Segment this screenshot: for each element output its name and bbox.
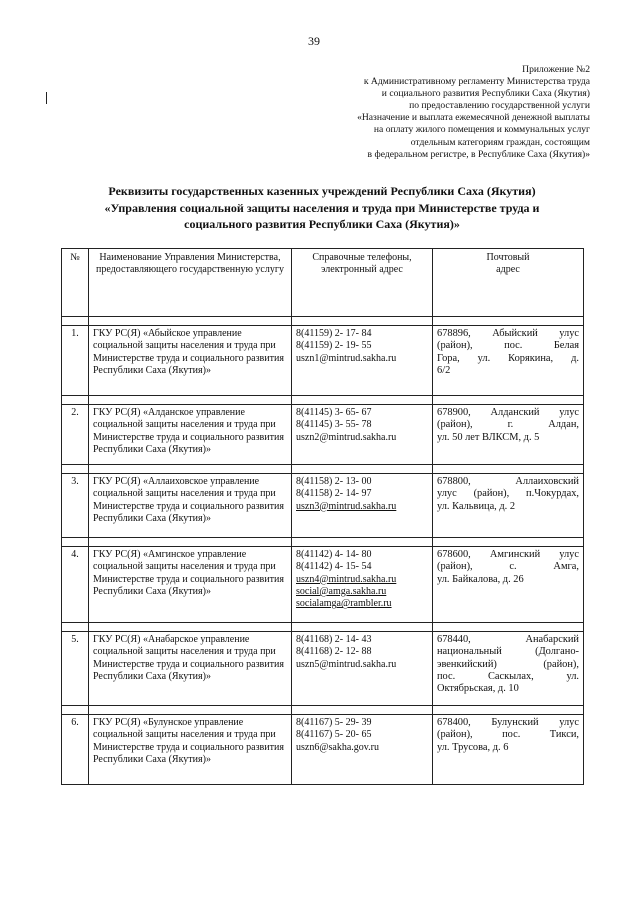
title-line: Реквизиты государственных казенных учреждений Республики Саха (Якутия) bbox=[108, 184, 536, 198]
table-spacer-row bbox=[62, 623, 584, 632]
table-spacer-cell bbox=[292, 538, 433, 547]
postal-address bbox=[433, 405, 584, 465]
address-line: улус (район), п.Чокурдах, bbox=[437, 488, 579, 500]
table-spacer-cell bbox=[89, 396, 292, 405]
header-phones-text: Справочные телефоны, электронный адрес bbox=[312, 252, 412, 276]
table-spacer-row bbox=[62, 317, 584, 326]
address-line: 678800, Аллаиховский bbox=[437, 476, 579, 487]
header-address-text: Почтовый адрес bbox=[486, 252, 530, 276]
postal-address bbox=[433, 474, 584, 538]
table-spacer-cell bbox=[292, 396, 433, 405]
appendix-line: на оплату жилого помещения и коммунальных услуг bbox=[373, 124, 590, 136]
postal-address bbox=[433, 632, 584, 706]
table-spacer-cell bbox=[62, 706, 89, 715]
phone-number: 8(41168) 2- 12- 88 bbox=[296, 646, 372, 658]
header-address bbox=[433, 249, 584, 317]
institution-name: ГКУ РС(Я) «Аллаиховское управление социальной защиты населения и труда при Министерстве труда и социального развития Республики Саха (Якутия)» bbox=[89, 474, 292, 538]
address-line: ул. Трусова, д. 6 bbox=[437, 741, 509, 753]
institution-name: ГКУ РС(Я) «Анабарское управление социальной защиты населения и труда при Министерстве труда и социального развития Республики Саха (Якутия)» bbox=[89, 632, 292, 706]
table-spacer-cell bbox=[89, 465, 292, 474]
address-line: (район), г. Алдан, bbox=[437, 419, 579, 431]
email-address: uszn6@sakha.gov.ru bbox=[296, 741, 379, 753]
table-spacer-cell bbox=[89, 538, 292, 547]
row-number: 4. bbox=[62, 547, 89, 623]
table-spacer-row bbox=[62, 396, 584, 405]
table-spacer-row bbox=[62, 465, 584, 474]
title-line: социального развития Республики Саха (Якутия)» bbox=[184, 217, 460, 231]
contacts-cell bbox=[292, 474, 433, 538]
email-address: uszn2@mintrud.sakha.ru bbox=[296, 431, 397, 443]
margin-mark bbox=[46, 92, 47, 104]
table-body bbox=[62, 317, 584, 785]
address-line: ул. 50 лет ВЛКСМ, д. 5 bbox=[437, 431, 540, 443]
institution-name: ГКУ РС(Я) «Алданское управление социальной защиты населения и труда при Министерстве труда и социального развития Республики Саха (Якутия)» bbox=[89, 405, 292, 465]
address-line: 6/2 bbox=[437, 364, 451, 376]
table-spacer-row bbox=[62, 538, 584, 547]
email-address: uszn4@mintrud.sakha.ru bbox=[296, 573, 397, 585]
address-line: 678896, Абыйский улус bbox=[437, 328, 579, 339]
contacts-cell bbox=[292, 405, 433, 465]
postal-address bbox=[433, 715, 584, 785]
appendix-line: «Назначение и выплата ежемесячной денежной выплаты bbox=[357, 112, 590, 124]
address-line: 678400, Булунский улус bbox=[437, 717, 579, 728]
row-number: 6. bbox=[62, 715, 89, 785]
institutions-table bbox=[61, 248, 584, 785]
postal-address bbox=[433, 547, 584, 623]
appendix-note bbox=[290, 64, 590, 161]
table-spacer-cell bbox=[433, 623, 584, 632]
title-line: «Управления социальной защиты населения и труда при Министерстве труда и bbox=[104, 200, 540, 215]
address-line: ул. Байкалова, д. 26 bbox=[437, 573, 524, 585]
phone-number: 8(41168) 2- 14- 43 bbox=[296, 634, 372, 645]
address-line: пос. Саскылах, ул. bbox=[437, 670, 579, 682]
table-row bbox=[62, 405, 584, 465]
phone-number: 8(41142) 4- 15- 54 bbox=[296, 561, 372, 573]
contacts-cell bbox=[292, 715, 433, 785]
contacts-cell bbox=[292, 547, 433, 623]
institution-name: ГКУ РС(Я) «Булунское управление социальной защиты населения и труда при Министерстве труда и социального развития Республики Саха (Якутия)» bbox=[89, 715, 292, 785]
phone-number: 8(41158) 2- 14- 97 bbox=[296, 488, 372, 500]
email-address: socialamga@rambler.ru bbox=[296, 598, 392, 610]
address-line: ул. Кальвица, д. 2 bbox=[437, 500, 516, 512]
appendix-line: отдельным категориям граждан, состоящим bbox=[410, 136, 590, 148]
header-number: № bbox=[62, 249, 89, 317]
phone-number: 8(41159) 2- 17- 84 bbox=[296, 328, 372, 339]
row-number: 1. bbox=[62, 326, 89, 396]
table-spacer-cell bbox=[292, 317, 433, 326]
table-spacer-row bbox=[62, 706, 584, 715]
table-spacer-cell bbox=[292, 706, 433, 715]
document-title bbox=[52, 183, 592, 233]
table-row bbox=[62, 632, 584, 706]
address-line: (район), пос. Белая bbox=[437, 340, 579, 352]
email-address: uszn1@mintrud.sakha.ru bbox=[296, 352, 397, 364]
phone-number: 8(41167) 5- 29- 39 bbox=[296, 717, 372, 728]
header-name-text: Наименование Управления Министерства, предоставляющего государственную услугу bbox=[96, 252, 284, 276]
row-number: 5. bbox=[62, 632, 89, 706]
table-row bbox=[62, 474, 584, 538]
table-spacer-cell bbox=[292, 465, 433, 474]
table-spacer-cell bbox=[62, 623, 89, 632]
appendix-line: по предоставлению государственной услуги bbox=[409, 100, 590, 112]
address-line: 678600, Амгинский улус bbox=[437, 549, 579, 560]
contacts-cell bbox=[292, 632, 433, 706]
postal-address bbox=[433, 326, 584, 396]
address-line: эвенкийский) (район), bbox=[437, 658, 579, 670]
institution-name: ГКУ РС(Я) «Абыйское управление социальной защиты населения и труда при Министерстве труда и социального развития Республики Саха (Якутия)» bbox=[89, 326, 292, 396]
address-line: 678440, Анабарский bbox=[437, 634, 579, 645]
table-spacer-cell bbox=[89, 317, 292, 326]
appendix-line: в федеральном регистре, в Республике Саха (Якутия)» bbox=[367, 148, 590, 160]
appendix-line: к Административному регламенту Министерства труда bbox=[363, 76, 590, 88]
row-number: 3. bbox=[62, 474, 89, 538]
phone-number: 8(41145) 3- 55- 78 bbox=[296, 419, 372, 431]
table-spacer-cell bbox=[292, 623, 433, 632]
address-line: (район), пос. Тикси, bbox=[437, 729, 579, 741]
address-line: Гора, ул. Корякина, д. bbox=[437, 352, 579, 364]
table-spacer-cell bbox=[433, 538, 584, 547]
email-address: social@amga.sakha.ru bbox=[296, 585, 387, 597]
table-spacer-cell bbox=[433, 465, 584, 474]
table-spacer-cell bbox=[89, 623, 292, 632]
table-row bbox=[62, 326, 584, 396]
page-number: 39 bbox=[308, 34, 320, 48]
table-spacer-cell bbox=[62, 538, 89, 547]
header-phones bbox=[292, 249, 433, 317]
appendix-line: Приложение №2 bbox=[522, 64, 590, 75]
email-address: uszn3@mintrud.sakha.ru bbox=[296, 500, 397, 512]
header-name bbox=[89, 249, 292, 317]
table-spacer-cell bbox=[433, 396, 584, 405]
phone-number: 8(41158) 2- 13- 00 bbox=[296, 476, 372, 487]
address-line: национальный (Долгано- bbox=[437, 646, 579, 658]
phone-number: 8(41159) 2- 19- 55 bbox=[296, 340, 372, 352]
phone-number: 8(41142) 4- 14- 80 bbox=[296, 549, 372, 560]
table-spacer-cell bbox=[62, 317, 89, 326]
phone-number: 8(41145) 3- 65- 67 bbox=[296, 407, 372, 418]
table-row bbox=[62, 547, 584, 623]
row-number: 2. bbox=[62, 405, 89, 465]
table-spacer-cell bbox=[89, 706, 292, 715]
table-spacer-cell bbox=[433, 317, 584, 326]
table-row bbox=[62, 715, 584, 785]
table-spacer-cell bbox=[62, 396, 89, 405]
phone-number: 8(41167) 5- 20- 65 bbox=[296, 729, 372, 741]
institution-name: ГКУ РС(Я) «Амгинское управление социальной защиты населения и труда при Министерстве труда и социального развития Республики Саха (Якутия)» bbox=[89, 547, 292, 623]
appendix-line: и социального развития Республики Саха (Якутия) bbox=[381, 88, 590, 100]
table-spacer-cell bbox=[433, 706, 584, 715]
table-header-row bbox=[62, 249, 584, 317]
email-address: uszn5@mintrud.sakha.ru bbox=[296, 658, 397, 670]
table-spacer-cell bbox=[62, 465, 89, 474]
contacts-cell bbox=[292, 326, 433, 396]
address-line: (район), с. Амга, bbox=[437, 561, 579, 573]
address-line: 678900, Алданский улус bbox=[437, 407, 579, 418]
address-line: Октябрьская, д. 10 bbox=[437, 683, 519, 695]
